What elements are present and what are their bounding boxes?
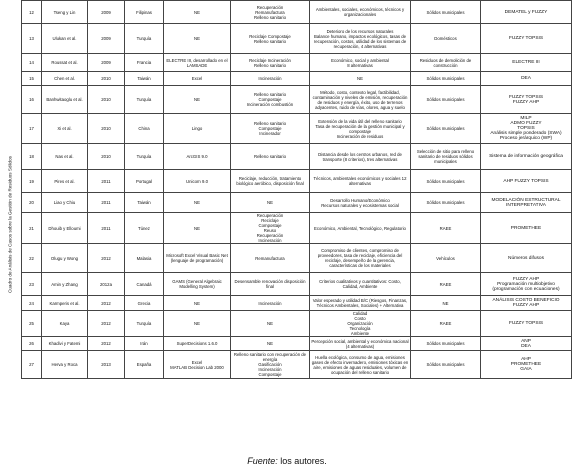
software-cell: ArcGIS 9.0 — [164, 144, 231, 170]
waste-type-cell: Sólidos municipales — [411, 170, 481, 193]
waste-type-cell: Sólidos municipales — [411, 86, 481, 114]
authors-cell: Ulukan et al. — [42, 24, 88, 54]
waste-type-cell: Sólidos municipales — [411, 337, 481, 351]
year-cell: 2010 — [88, 72, 125, 86]
waste-type-cell: RAEE — [411, 273, 481, 296]
country-cell: Irán — [125, 337, 164, 351]
alternatives-cell: NE — [231, 311, 310, 337]
country-cell: Portugal — [125, 170, 164, 193]
software-cell: NE — [164, 296, 231, 311]
country-cell: Turquía — [125, 86, 164, 114]
alternatives-cell: Relleno sanitario con recuperación de energía Gasificación Incineración Compostaje — [231, 351, 310, 379]
authors-cell: Nas et al. — [42, 144, 88, 170]
alternatives-cell: NE — [231, 337, 310, 351]
waste-type-cell: Vehículos — [411, 244, 481, 273]
software-cell: SuperDecisions 1.6.0 — [164, 337, 231, 351]
year-cell: 2010 — [88, 144, 125, 170]
case-number-cell: 21 — [22, 213, 42, 244]
software-cell: NE — [164, 1, 231, 24]
case-number-cell: 17 — [22, 114, 42, 144]
criteria-cell: Desarrollo Humano/Económico Recursos naturales y ecosistemas social — [310, 193, 411, 213]
alternatives-cell: Incineración — [231, 296, 310, 311]
year-cell: 2010 — [88, 114, 125, 144]
country-cell: Taiwán — [125, 193, 164, 213]
case-number-cell: 20 — [22, 193, 42, 213]
software-cell: Unicorn 9.0 — [164, 170, 231, 193]
country-cell: Grecia — [125, 296, 164, 311]
method-cell: AHP FUZZY TOPSIS — [481, 170, 572, 193]
year-cell: 2009 — [88, 24, 125, 54]
authors-cell: Amin y Zhang — [42, 273, 88, 296]
criteria-cell: Percepción social, ambiental y económica nacional (4 alternativas) — [311, 338, 409, 349]
country-cell: Turquía — [125, 144, 164, 170]
year-cell: 2009 — [88, 1, 125, 24]
year-cell: 2011 — [88, 193, 125, 213]
year-cell: 2010 — [88, 86, 125, 114]
criteria-cell: Extensión de la vida útil del relleno sanitario Tasa de recuperación de la gestión municipal y compostaje Incineración de residuos — [310, 114, 411, 144]
cases-table — [21, 0, 572, 379]
alternatives-cell: NE — [231, 193, 310, 213]
country-cell: España — [125, 351, 164, 379]
table-row — [22, 170, 572, 193]
software-cell: GAMS (General Algebraic Modelling System) — [164, 273, 231, 296]
case-number-cell: 25 — [22, 311, 42, 337]
software-cell: Excel — [164, 72, 231, 86]
alternatives-cell: Desensamble renovación disposición final — [231, 273, 310, 296]
table-row — [22, 1, 572, 24]
authors-cell: Roussat et al. — [42, 54, 88, 72]
case-number-cell: 15 — [22, 72, 42, 86]
criteria-cell: Ambientales, sociales, económicos, técnicos y organizacionales — [310, 1, 411, 24]
authors-cell: Karmperis et al. — [42, 296, 88, 311]
criteria-cell: Distancia desde los centros urbanos, red de transporte (8 criterios), tres alternativas — [310, 144, 411, 170]
method-cell: FUZZY TOPSIS FUZZY AHP — [481, 86, 572, 114]
country-cell: Taiwán — [125, 72, 164, 86]
waste-type-cell: RAEE — [411, 213, 481, 244]
authors-cell: Banhwitaoglu et al. — [42, 86, 88, 114]
method-cell: Números difusos — [481, 244, 572, 273]
country-cell: China — [125, 114, 164, 144]
method-cell: FUZZY AHP Programación multiobjetivo (programación con ecuaciones) — [481, 273, 572, 296]
waste-type-cell: Sólidos municipales — [411, 351, 481, 379]
case-number-cell: 19 — [22, 170, 42, 193]
table-row — [22, 144, 572, 170]
alternatives-cell: Recuperación Reciclaje Compostaje Reuso Recuperación Incineración — [231, 213, 310, 244]
table-row — [22, 337, 572, 351]
side-label: Cuadro de Análisis de Casos sobre la Gestión de Residuos Sólidos — [7, 156, 13, 293]
software-cell: Microsoft Excel Visual Basic Net (lenguaje de programación) — [164, 244, 231, 273]
authors-cell: Khadivi y Fatemi — [42, 337, 88, 351]
case-number-cell: 18 — [22, 144, 42, 170]
criteria-cell: Deterioro de los recursos naturales Balance humano, impactos ecológicos, tasas de recuperación, costos, utilidad de los sistemas de recuperación, 4 alternativas — [310, 24, 411, 54]
method-cell: ANÁLISIS COSTO BENEFICIO FUZZY AHP — [481, 296, 572, 311]
source-caption-text: los autores. — [277, 456, 327, 466]
waste-type-cell: Sólidos municipales — [411, 114, 481, 144]
waste-type-cell: Residuos de demolición de construcción — [411, 54, 481, 72]
waste-type-cell: Sólidos municipales — [411, 1, 481, 24]
criteria-cell: NE — [310, 72, 411, 86]
case-number-cell: 26 — [22, 337, 42, 351]
case-number-cell: 23 — [22, 273, 42, 296]
criteria-cell: Económico, social y ambiental 8 alternativas — [310, 54, 411, 72]
country-cell: Turquía — [125, 24, 164, 54]
waste-type-cell: NE — [411, 296, 481, 311]
method-cell: AHP PROMETHEE GAIA — [481, 351, 572, 379]
software-cell: NE — [164, 193, 231, 213]
table-row — [22, 193, 572, 213]
software-cell: Excel MATLAB Decision Lab 2000 — [164, 351, 231, 379]
country-cell: Túnez — [125, 213, 164, 244]
waste-type-cell: Sólidos municipales — [411, 193, 481, 213]
case-number-cell: 24 — [22, 296, 42, 311]
authors-cell: Xi et al. — [42, 114, 88, 144]
source-caption — [0, 456, 574, 467]
case-number-cell: 12 — [22, 1, 42, 24]
year-cell: 2011 — [88, 170, 125, 193]
authors-cell: Kaya — [42, 311, 88, 337]
case-number-cell: 27 — [22, 351, 42, 379]
country-cell: Turquía — [125, 311, 164, 337]
authors-cell: Herva y Roca — [42, 351, 88, 379]
authors-cell: Liao y Chiu — [42, 193, 88, 213]
method-cell: ANP DEA — [481, 337, 572, 351]
authors-cell: Tseng y Lin — [42, 1, 88, 24]
alternatives-cell: Reciclaje, reducción, tratamiento biológico aeróbico, disposición final — [231, 170, 310, 193]
software-cell: NE — [164, 24, 231, 54]
case-number-cell: 22 — [22, 244, 42, 273]
table-body — [22, 1, 572, 379]
method-cell: FUZZY TOPSIS — [481, 24, 572, 54]
source-caption-prefix: Fuente: — [247, 456, 278, 466]
waste-type-cell: Sólidos municipales — [411, 72, 481, 86]
method-cell: PROMETHEE — [481, 213, 572, 244]
alternatives-cell: Relleno sanitario Compostaje Incineración combustión — [231, 86, 310, 114]
alternatives-cell: Relleno sanitario — [231, 144, 310, 170]
waste-type-cell: RAEE — [411, 311, 481, 337]
case-number-cell: 16 — [22, 86, 42, 114]
software-cell: NE — [164, 213, 231, 244]
table-row — [22, 273, 572, 296]
year-cell: 2012 — [88, 244, 125, 273]
software-cell: NE — [164, 311, 231, 337]
waste-type-cell: Selección de sitio para relleno sanitario de residuos sólidos municipales — [411, 144, 481, 170]
criteria-cell: Compromiso de clientes, compromiso de proveedores, tasa de reciclaje, eficiencia del reciclaje, desempeño de la gerencia, características de los materiales — [310, 244, 411, 273]
software-cell: ELECTRE III, desarrollado en el LAMSADE — [164, 54, 231, 72]
criteria-cell: Técnicos, ambientales económicos y sociales 12 alternativas — [310, 170, 411, 193]
criteria-cell: Económico, Ambiental, Tecnológico, Regulatorio — [310, 213, 411, 244]
case-number-cell: 13 — [22, 24, 42, 54]
alternatives-cell: Reciclaje Incineración Relleno sanitario — [231, 54, 310, 72]
side-label-container — [0, 0, 20, 455]
method-cell: DEA — [481, 72, 572, 86]
method-cell: MODELACIÓN ESTRUCTURAL INTERPRETATIVA — [481, 193, 572, 213]
table-row — [22, 351, 572, 379]
authors-cell: Pires et al. — [42, 170, 88, 193]
year-cell: 2012 — [88, 311, 125, 337]
alternatives-cell: Reciclaje Compostaje Relleno sanitario — [231, 24, 310, 54]
authors-cell: Chen et al. — [42, 72, 88, 86]
software-cell: Lingo — [164, 114, 231, 144]
country-cell: Canadá — [125, 273, 164, 296]
table-row — [22, 24, 572, 54]
criteria-cell: Huella ecológica, consumo de agua, emisiones gases de efecto invernadero, emisiones tóxicas en aire, emisiones de aguas residuales, volumen de ocupación del relleno sanitario — [310, 351, 411, 379]
year-cell: 2012 — [88, 296, 125, 311]
waste-type-cell: Domésticos — [411, 24, 481, 54]
year-cell: 2009 — [88, 54, 125, 72]
criteria-cell: Método, costo, contexto legal, factibilidad, contaminación y niveles de emisión, recuperación de residuos y energía, éxito, uso de terrenos adyacentes, ruido de vías, olores, agua y suelo — [310, 86, 411, 114]
table-row — [22, 311, 572, 337]
alternatives-cell: Recuperación Remanufactura Relleno sanitario — [231, 1, 310, 24]
table-row — [22, 54, 572, 72]
criteria-cell: Valor esperado y utilidad B/C (Riesgos, Finanzas, Técnicos Ambientales, Sociales) + Alternativa — [310, 296, 411, 311]
authors-cell: Olugu y Wong — [42, 244, 88, 273]
country-cell: Francia — [125, 54, 164, 72]
table-row — [22, 244, 572, 273]
country-cell: Filipinas — [125, 1, 164, 24]
method-cell: MILP ADMO FUZZY TOPSIS Análisis simple ponderado (SWA) Proceso jerárquico (WP) — [481, 114, 572, 144]
year-cell: 2012 — [88, 337, 125, 351]
method-cell: ELECTRE III — [481, 54, 572, 72]
table-row — [22, 86, 572, 114]
alternatives-cell: Relleno sanitario Compostaje Incinerador — [231, 114, 310, 144]
software-cell: NE — [164, 86, 231, 114]
method-cell: FUZZY TOPSIS — [481, 311, 572, 337]
table-row — [22, 296, 572, 311]
table-row — [22, 114, 572, 144]
case-number-cell: 14 — [22, 54, 42, 72]
year-cell: 2012a — [88, 273, 125, 296]
country-cell: Malasia — [125, 244, 164, 273]
table-row — [22, 72, 572, 86]
alternatives-cell: Remanufactura — [231, 244, 310, 273]
year-cell: 2011 — [88, 213, 125, 244]
year-cell: 2013 — [88, 351, 125, 379]
authors-cell: Dhouib y Elloumi — [42, 213, 88, 244]
alternatives-cell: Incineración — [231, 72, 310, 86]
method-cell: Sistema de información geográfica — [481, 144, 572, 170]
table-row — [22, 213, 572, 244]
criteria-cell: Criterios cualitativos y cuantitativos: Costo, Calidad, Ambiente — [310, 273, 411, 296]
criteria-cell: Calidad Costo Organización Tecnología Ambiente — [310, 311, 411, 337]
method-cell: DEMATEL y FUZZY — [481, 1, 572, 24]
